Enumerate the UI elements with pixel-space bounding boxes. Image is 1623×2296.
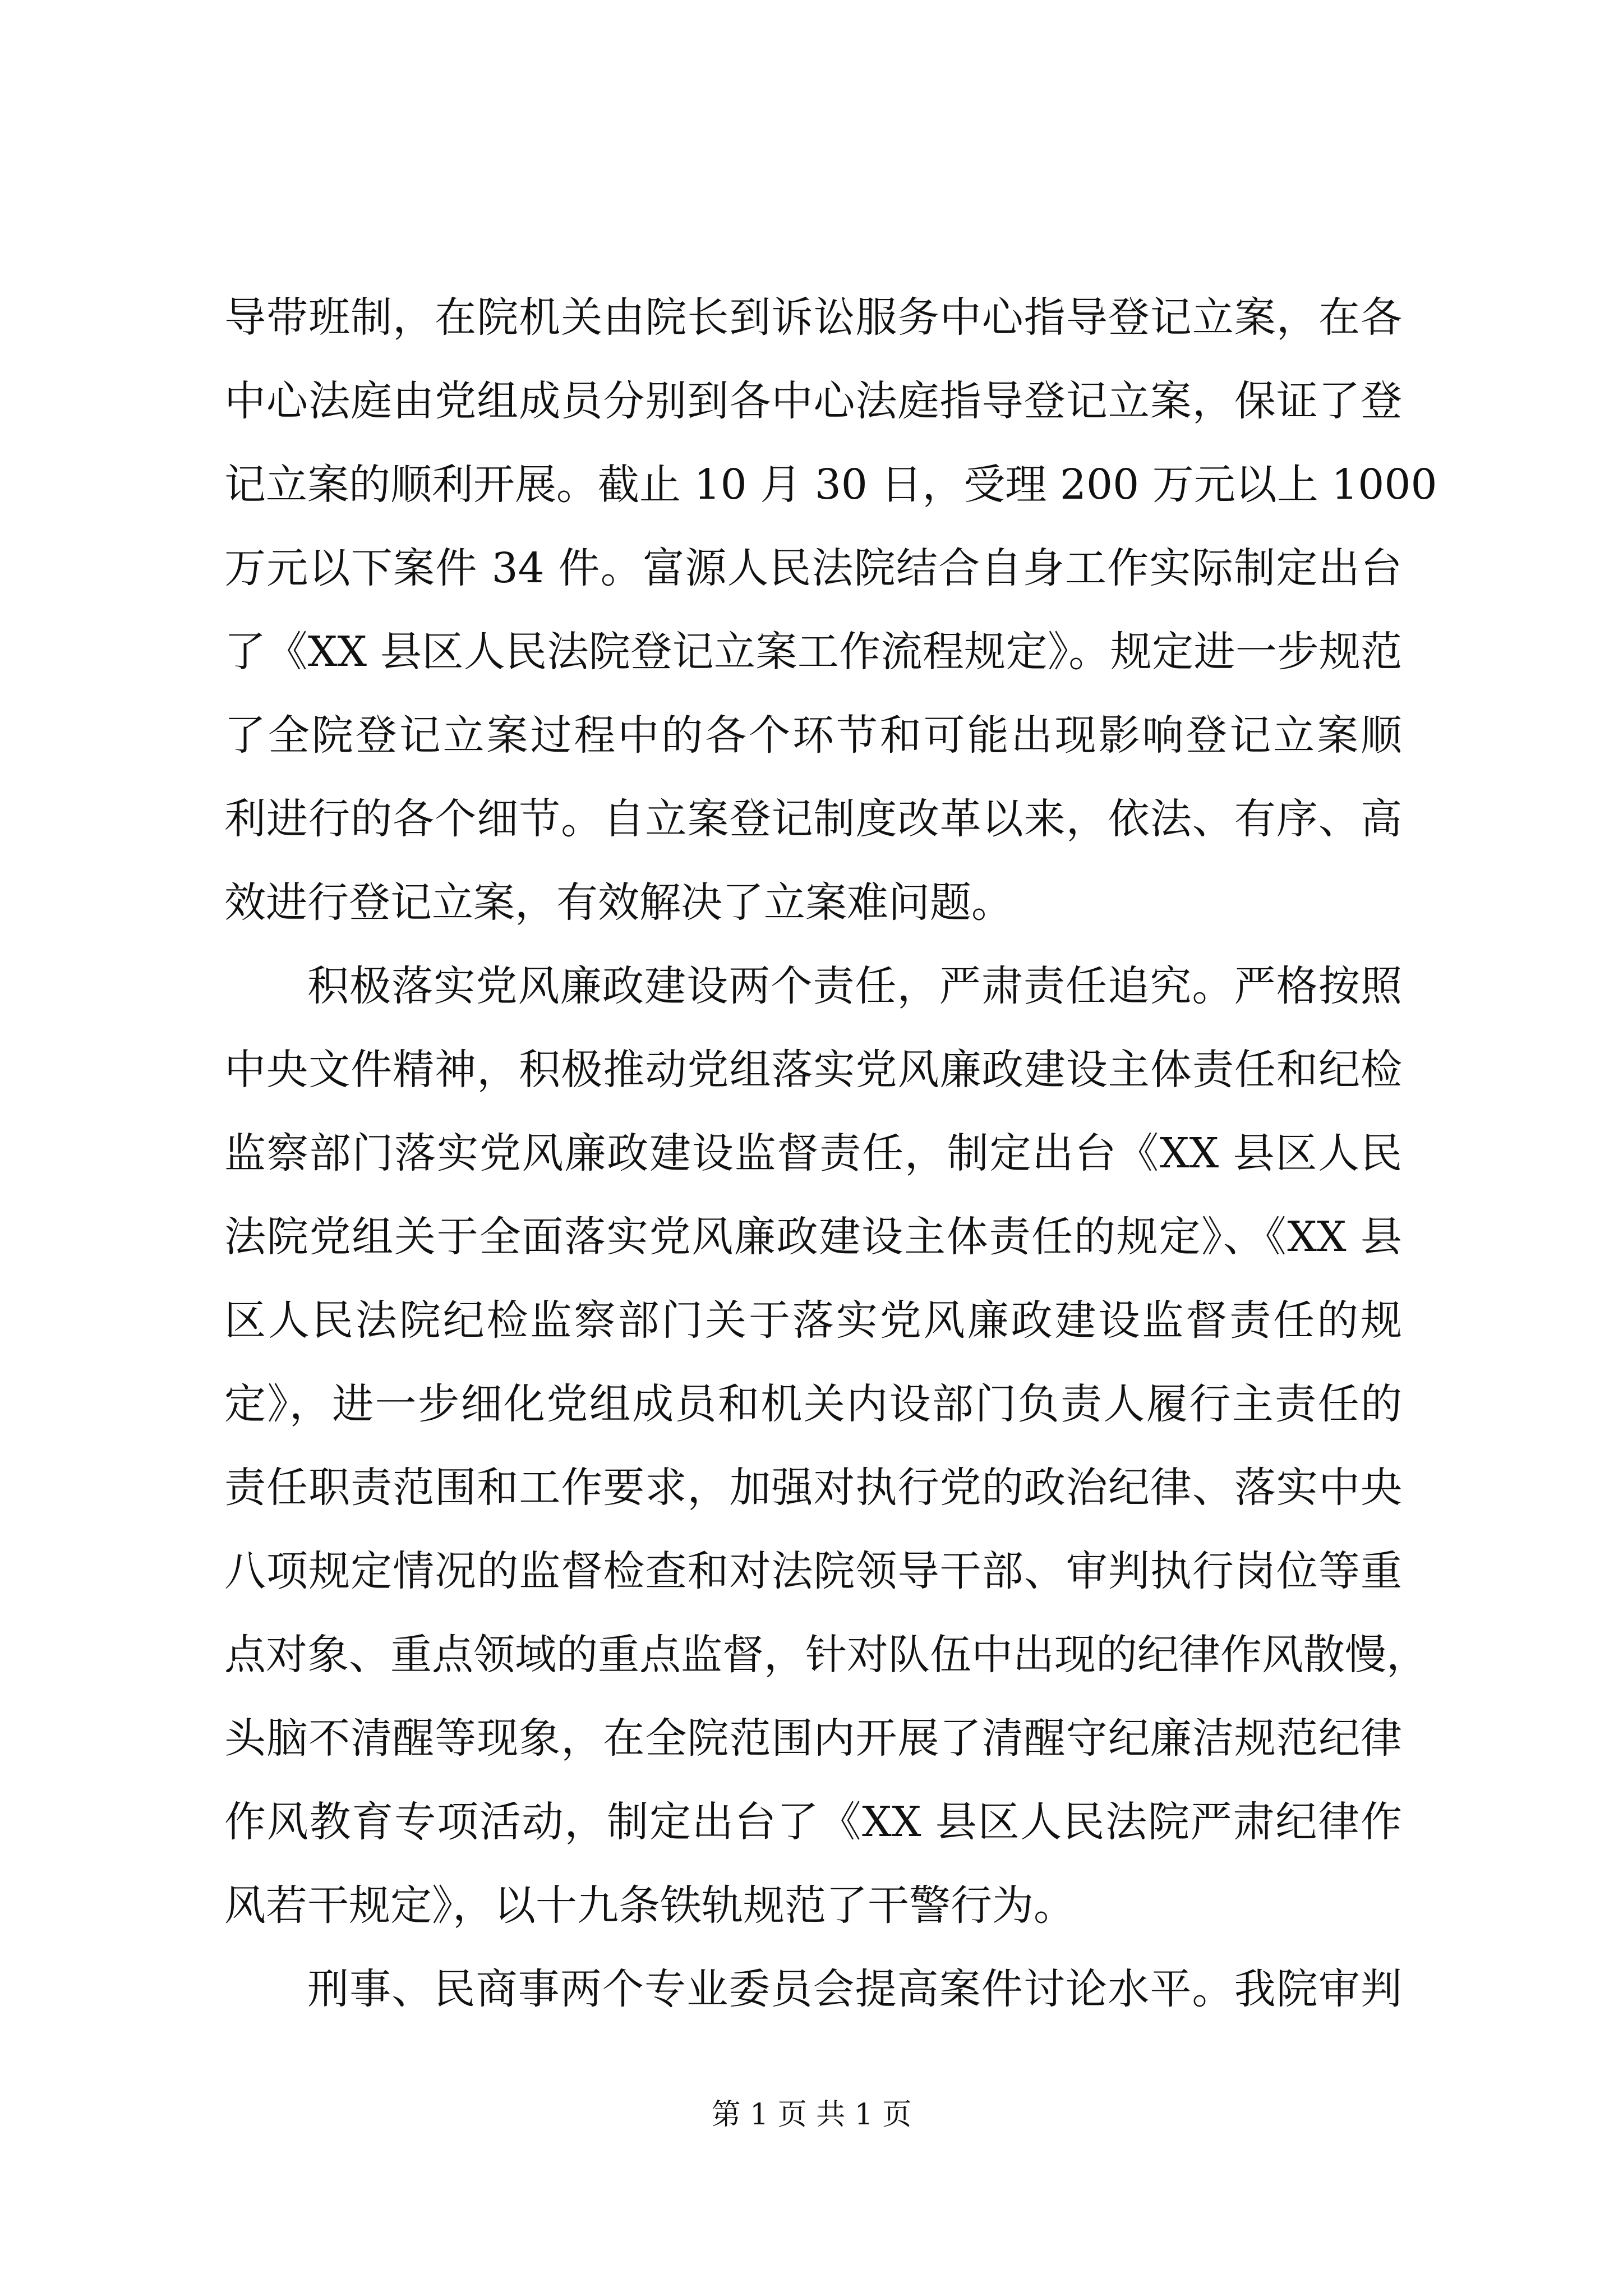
paragraph: [224, 276, 1437, 945]
text-line: 责任职责范围和工作要求，加强对执行党的政治纪律、落实中央: [224, 1464, 1402, 1512]
text-line: 万元以下案件 34 件。富源人民法院结合自身工作实际制定出台: [224, 544, 1402, 592]
text-line: 法院党组关于全面落实党风廉政建设主体责任的规定》、《XX 县: [224, 1213, 1402, 1261]
text-line: 记立案的顺利开展。截止 10 月 30 日，受理 200 万元以上 1000: [224, 461, 1437, 509]
text-line: 了《XX 县区人民法院登记立案工作流程规定》。规定进一步规范: [224, 628, 1402, 676]
text-line: 区人民法院纪检监察部门关于落实党风廉政建设监督责任的规: [224, 1296, 1402, 1345]
text-line: 风若干规定》，以十九条铁轨规范了干警行为。: [224, 1881, 1075, 1930]
text-line: 中央文件精神，积极推动党组落实党风廉政建设主体责任和纪检: [224, 1046, 1402, 1094]
text-line: 作风教育专项活动，制定出台了《XX 县区人民法院严肃纪律作: [224, 1798, 1402, 1846]
paragraph: [224, 1948, 1402, 2031]
text-line: 积极落实党风廉政建设两个责任，严肃责任追究。严格按照: [307, 962, 1402, 1010]
paragraph: [224, 945, 1428, 1948]
text-line: 定》，进一步细化党组成员和机关内设部门负责人履行主责任的: [224, 1380, 1402, 1428]
text-line: 刑事、民商事两个专业委员会提高案件讨论水平。我院审判: [307, 1965, 1402, 2013]
text-line: 八项规定情况的监督检查和对法院领导干部、审判执行岗位等重: [224, 1547, 1402, 1595]
text-line: 中心法庭由党组成员分别到各中心法庭指导登记立案，保证了登: [224, 377, 1402, 425]
text-line: 监察部门落实党风廉政建设监督责任，制定出台《XX 县区人民: [224, 1129, 1402, 1177]
text-line: 导带班制，在院机关由院长到诉讼服务中心指导登记立案，在各: [224, 293, 1402, 342]
page-footer: 第 1 页 共 1 页: [711, 2098, 912, 2132]
document-body: [224, 276, 1437, 2031]
text-line: 效进行登记立案，有效解决了立案难问题。: [224, 878, 1013, 927]
text-line: 了全院登记立案过程中的各个环节和可能出现影响登记立案顺: [224, 711, 1402, 760]
text-line: 利进行的各个细节。自立案登记制度改革以来，依法、有序、高: [224, 795, 1402, 843]
text-line: 头脑不清醒等现象，在全院范围内开展了清醒守纪廉洁规范纪律: [224, 1714, 1402, 1763]
text-line: 点对象、重点领域的重点监督，针对队伍中出现的纪律作风散慢，: [224, 1631, 1428, 1679]
